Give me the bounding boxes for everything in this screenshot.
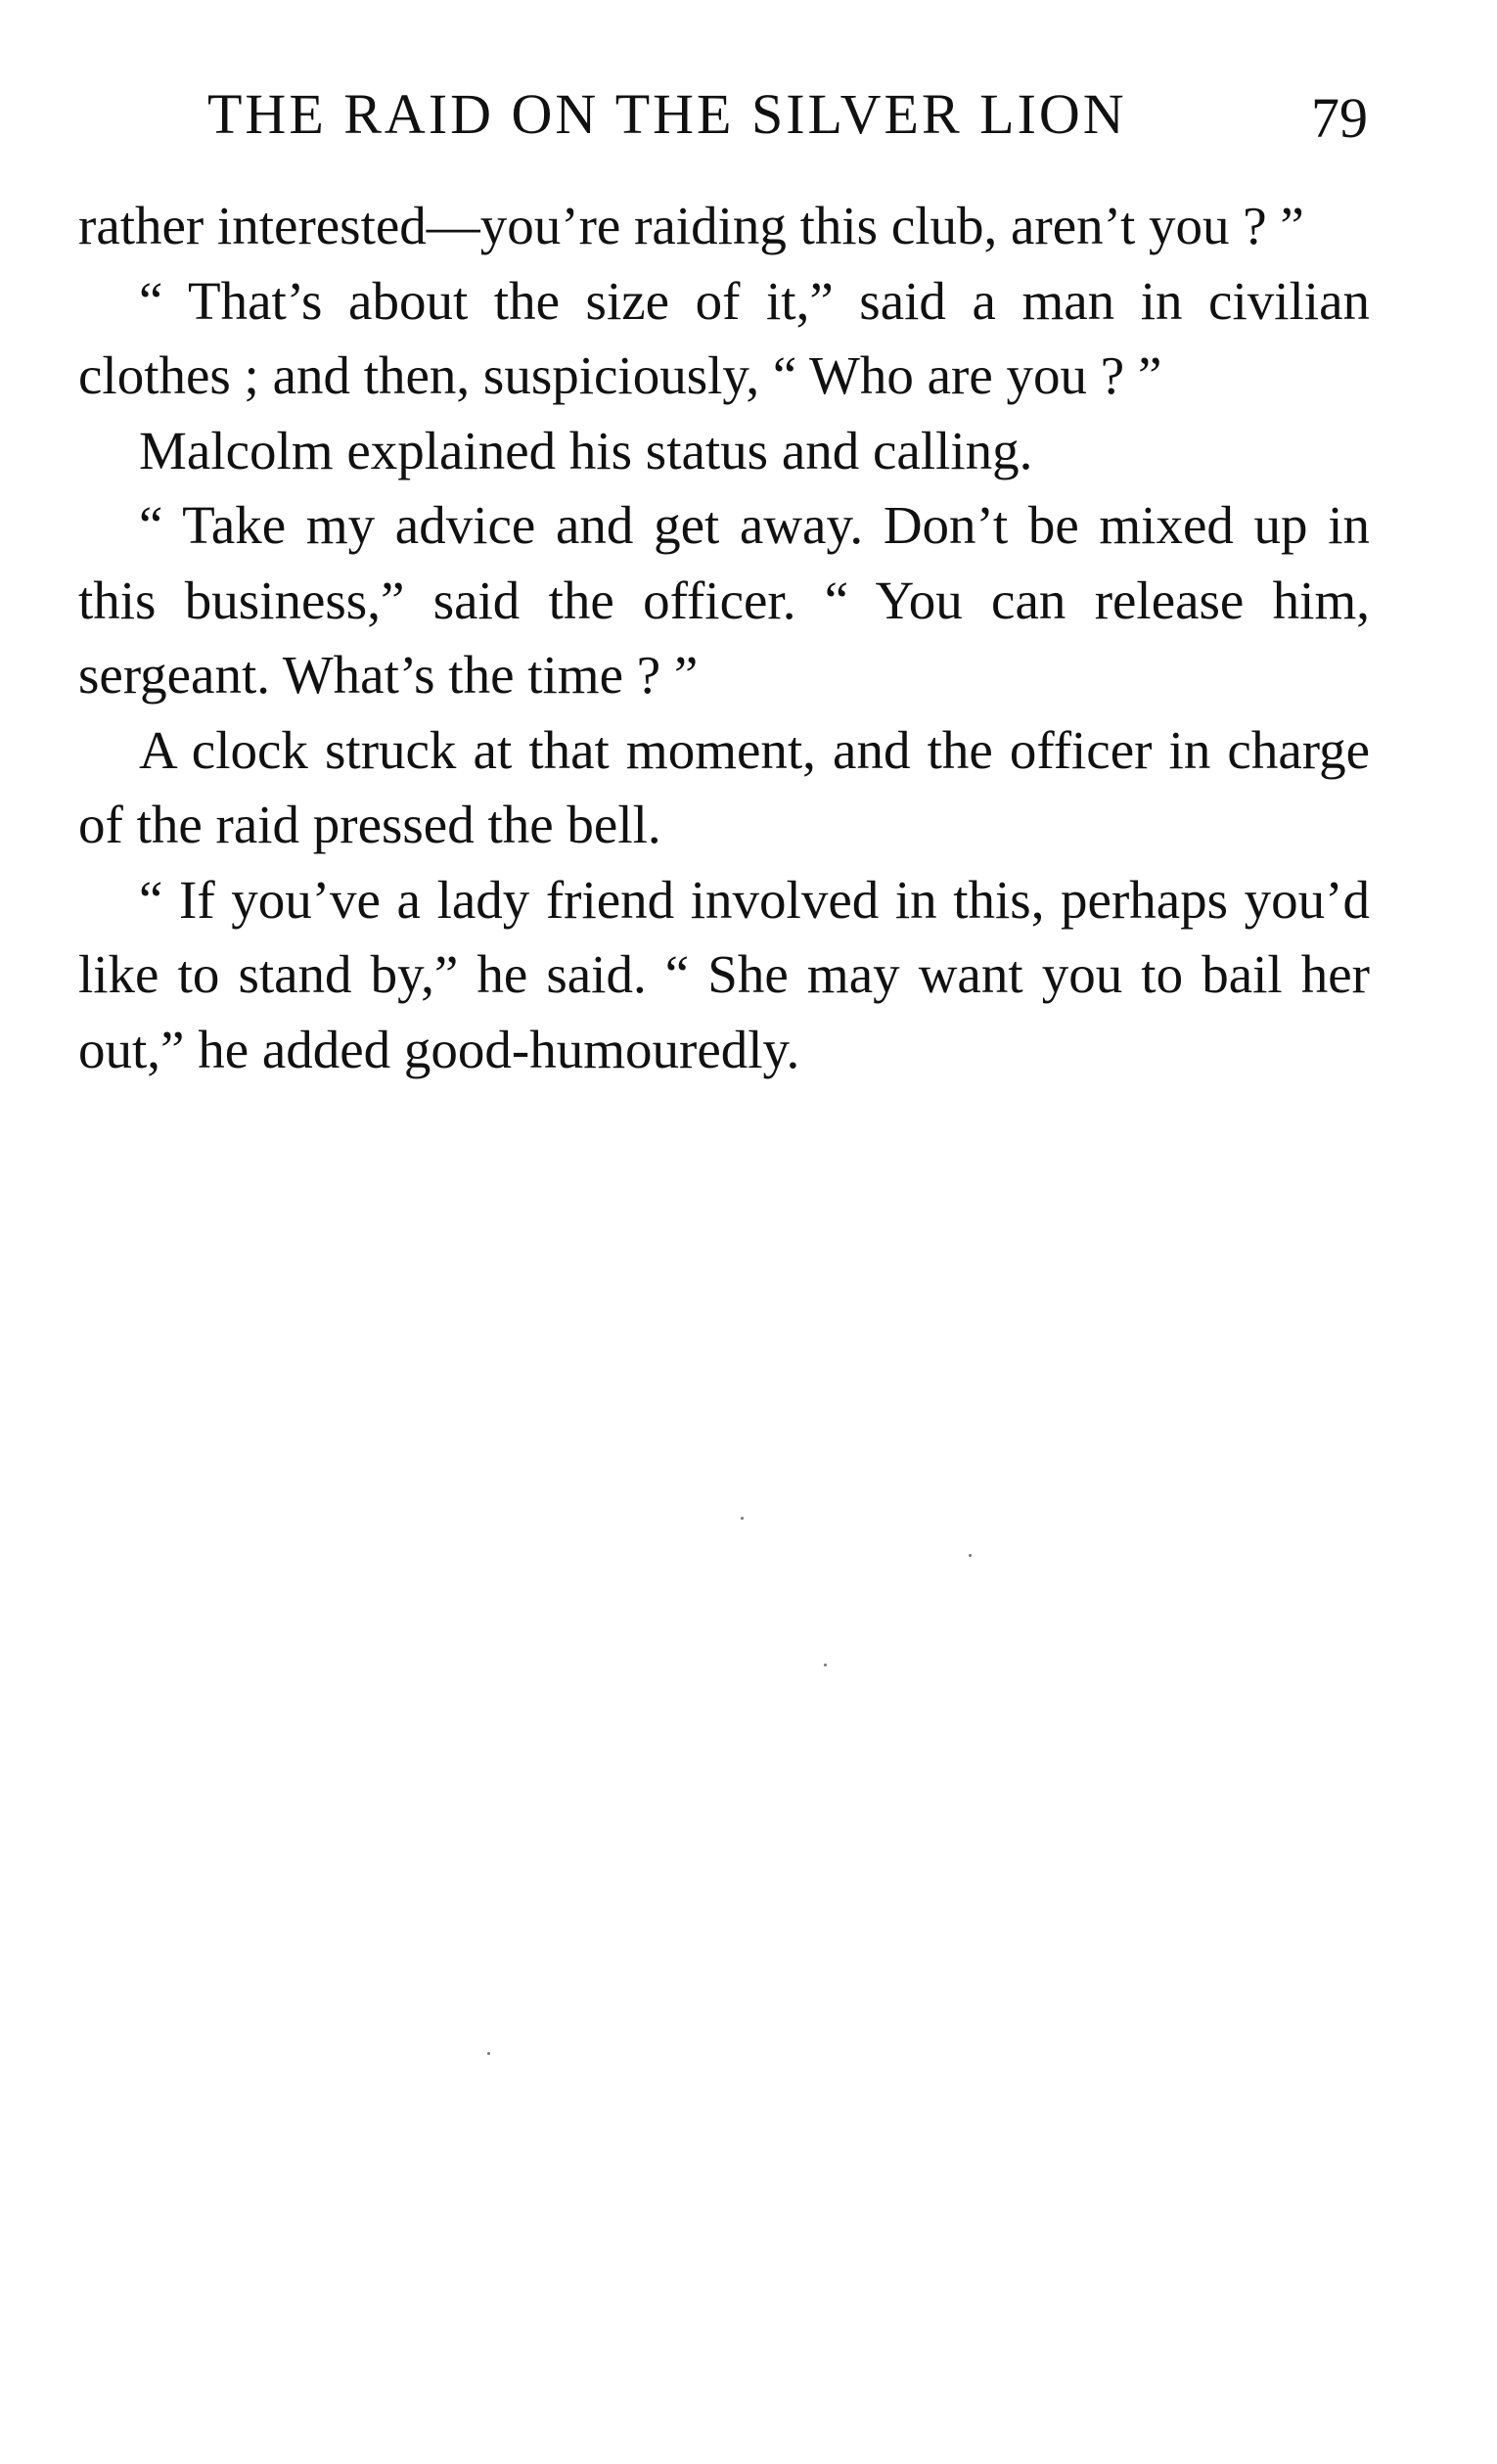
scan-speck: [969, 1554, 972, 1557]
paragraph: “ If you’ve a lady friend involved in this, perhaps you’d like to stand by,” he said. “ She may want you to bail her out,” he added good-humouredly.: [78, 869, 1370, 1079]
paragraph: rather interested—you’re raiding this club, aren’t you ? ”: [78, 196, 1304, 255]
page-number: 79: [1311, 86, 1368, 150]
scan-speck: [487, 2052, 490, 2055]
paragraph: “ Take my advice and get away. Don’t be mixed up in this business,” said the officer. “ You can release him, sergeant. What’s the time ? ”: [78, 495, 1370, 705]
running-title: THE RAID ON THE SILVER LION: [207, 82, 1127, 146]
book-page: [78, 0, 1370, 2464]
paragraph: A clock struck at that moment, and the officer in charge of the raid pressed the bell.: [78, 719, 1370, 854]
scan-speck: [741, 1517, 744, 1520]
running-head: [78, 80, 1370, 149]
body-text: [78, 189, 1370, 1087]
paragraph: Malcolm explained his status and calling.: [139, 420, 1033, 480]
paragraph: “ That’s about the size of it,” said a man in civilian clothes ; and then, suspiciously, “ Who are you ? ”: [78, 270, 1370, 405]
scan-speck: [824, 1664, 827, 1666]
